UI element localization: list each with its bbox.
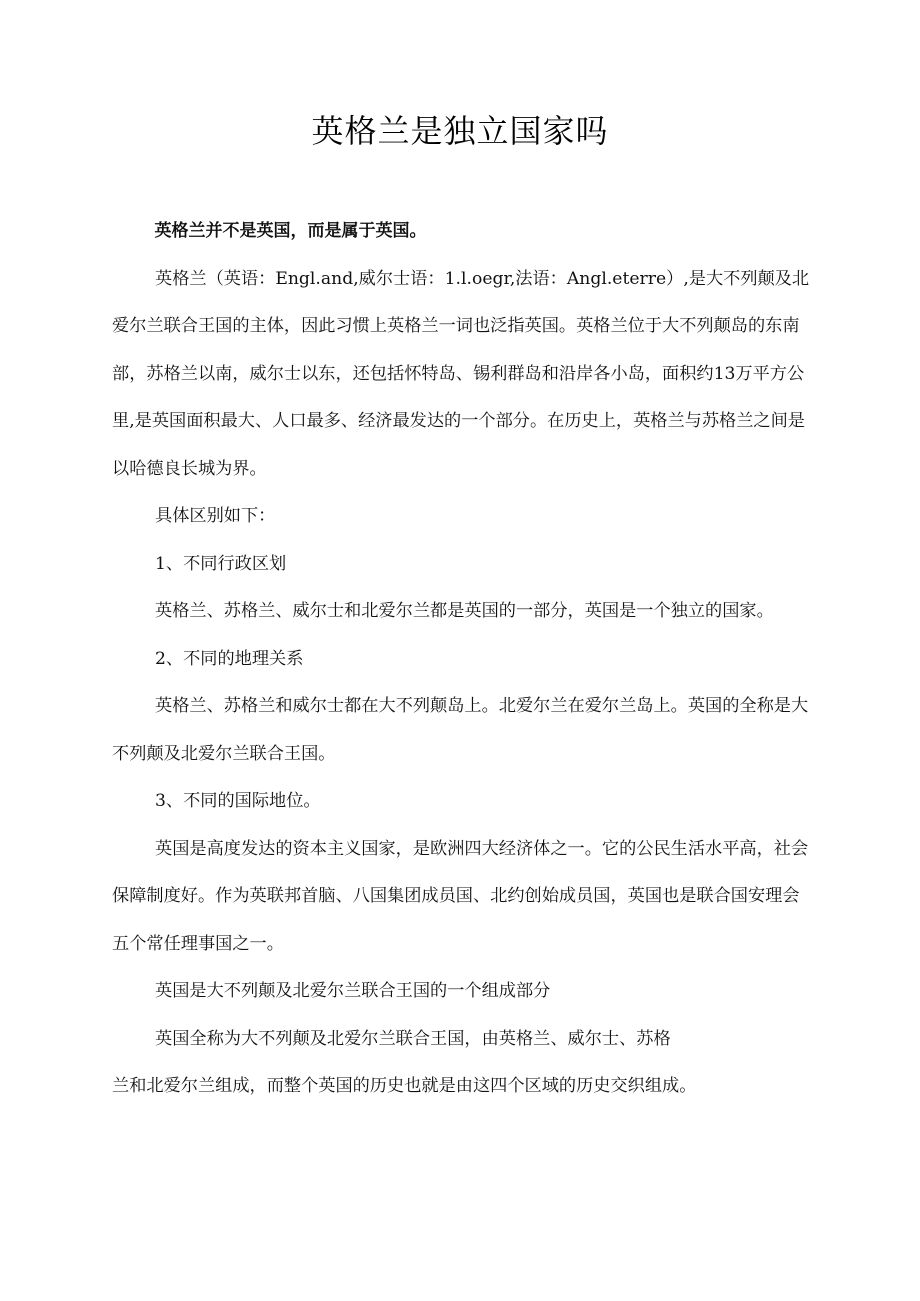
paragraph-england-overview: 英格兰（英语：Engl.and,威尔士语：1.l.oegr,法语：Angl.eterre）,是大不列颠及北爱尔兰联合王国的主体，因此习惯上英格兰一词也泛指英国。英格兰位于大不列颠岛的东南部，苏格兰以南，威尔士以东，还包括怀特岛、锡利群岛和沿岸各小岛，面积约13万平方公里,是英国面积最大、人口最多、经济最发达的一个部分。在历史上，英格兰与苏格兰之间是以哈德良长城为界。: [112, 268, 810, 479]
paragraph-line: 兰和北爱尔兰组成，而整个英国的历史也就是由这四个区域的历史交织组成。: [112, 1076, 697, 1096]
lead-statement: 英格兰并不是英国，而是属于英国。: [154, 221, 427, 241]
paragraph-administrative: 英格兰、苏格兰、威尔士和北爱尔兰都是英国的一部分，英国是一个独立的国家。: [155, 601, 774, 621]
paragraph-international-status: 英国是高度发达的资本主义国家，是欧洲四大经济体之一。它的公民生活水平高，社会保障制度好。作为英联邦首脑、八国集团成员国、北约创始成员国，英国也是联合国安理会五个常任理事国之一。: [112, 838, 809, 954]
paragraph-line: 英国全称为大不列颠及北爱尔兰联合王国，由英格兰、威尔士、苏格: [155, 1028, 671, 1049]
paragraph-uk-component: 英国是大不列颠及北爱尔兰联合王国的一个组成部分: [155, 981, 551, 1001]
heading-geography: 2、不同的地理关系: [155, 648, 304, 669]
document-body: [112, 208, 812, 1111]
paragraph-differences-intro: 具体区别如下：: [155, 506, 276, 526]
document-title: 英格兰是独立国家吗: [311, 112, 609, 150]
paragraph-geography: 英格兰、苏格兰和威尔士都在大不列颠岛上。北爱尔兰在爱尔兰岛上。英国的全称是大不列颠及北爱尔兰联合王国。: [112, 696, 809, 764]
paragraph-uk-full-name: [112, 1016, 812, 1111]
heading-administrative: 1、不同行政区划: [155, 553, 287, 574]
heading-international-status: 3、不同的国际地位。: [155, 791, 321, 811]
